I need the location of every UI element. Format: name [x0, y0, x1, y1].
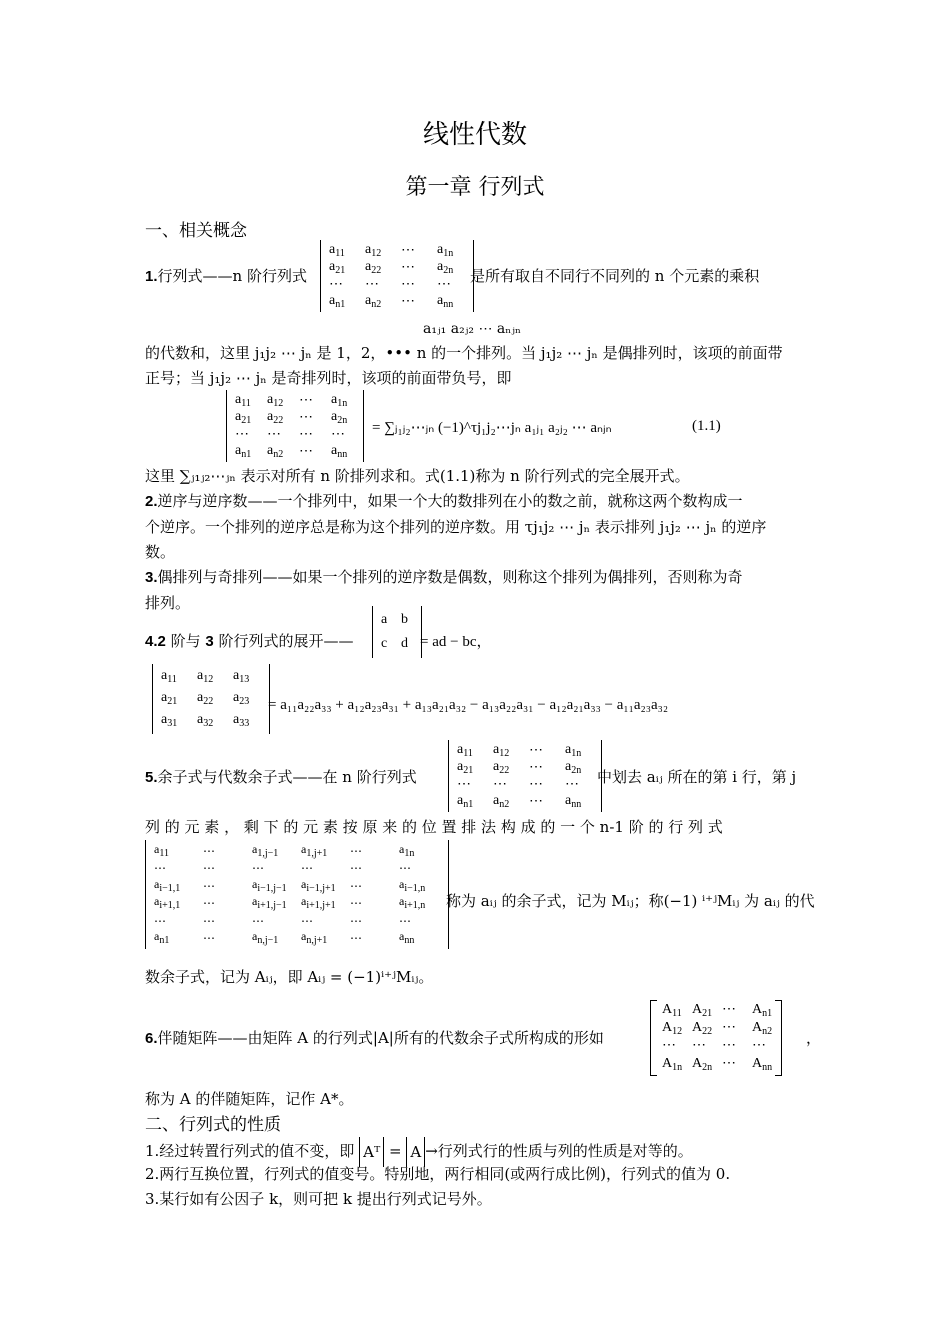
matrix-entry: ⋯	[752, 1038, 766, 1053]
matrix-entry: $a_{n2}$	[365, 292, 382, 310]
matrix-entry: $a_{n1}$	[154, 929, 170, 947]
item5-after-minor: 称为 aᵢⱼ 的余子式，记为 Mᵢⱼ；称(−1) ⁱ⁺ʲMᵢⱼ 为 aᵢⱼ 的代	[446, 892, 815, 910]
matrix-entry: $a_{21}$	[329, 258, 346, 276]
matrix-entry: ⋯	[267, 426, 281, 442]
matrix-entry: ⋯	[203, 843, 215, 858]
property-1-text: 1.经过转置行列式的值不变，即	[145, 1142, 355, 1160]
matrix-entry: ⋯	[350, 878, 362, 893]
item4-number: 4.2	[145, 633, 166, 650]
matrix-entry: ⋯	[203, 913, 215, 928]
matrix-entry: ⋯	[154, 861, 166, 876]
item5-lead	[145, 766, 417, 789]
matrix-entry: ⋯	[203, 931, 215, 946]
matrix-entry: $a_{n1}$	[457, 792, 474, 810]
matrix-entry: d	[401, 636, 408, 651]
matrix-entry: $a_{11}$	[161, 668, 177, 685]
matrix-entry: ⋯	[722, 1038, 736, 1053]
matrix-entry: ⋯	[299, 392, 313, 408]
matrix-entry: ⋯	[350, 861, 362, 876]
section-heading-2: 二、行列式的性质	[145, 1115, 281, 1135]
item1-number: 1.	[145, 268, 158, 285]
matrix-entry: $a_{i+1,j-1}$	[252, 894, 287, 912]
matrix-entry: ⋯	[350, 931, 362, 946]
item5-lead-text: 余子式与代数余子式——在 n 阶行列式	[157, 768, 417, 786]
matrix-entry: $a_{nn}$	[399, 929, 415, 947]
chapter-heading: 第一章 行列式	[405, 175, 545, 200]
matrix-entry: $A_{1n}$	[662, 1056, 683, 1073]
matrix-entry: $A_{22}$	[692, 1020, 713, 1037]
matrix-entry: $A_{n1}$	[752, 1002, 773, 1019]
full-expansion-formula: = ∑ⱼ₁ⱼ₂⋯ⱼₙ (−1)^τj₁j₂⋯jₙ a₁ⱼ₁ a₂ⱼ₂ ⋯ aₙⱼₙ	[372, 420, 612, 436]
matrix-entry: $a_{nn}$	[331, 442, 348, 460]
second-order-determinant	[372, 606, 422, 658]
matrix-entry: $a_{1,j+1}$	[301, 841, 328, 859]
matrix-entry: ⋯	[401, 276, 415, 292]
item5-determinant	[448, 740, 602, 812]
matrix-entry: ⋯	[301, 861, 313, 876]
matrix-entry: ⋯	[350, 913, 362, 928]
item2-number: 2.	[145, 493, 158, 510]
matrix-entry: ⋯	[252, 861, 264, 876]
expansion-determinant	[226, 390, 364, 462]
matrix-entry: $A_{nn}$	[752, 1056, 773, 1073]
matrix-entry: $a_{23}$	[233, 690, 250, 707]
matrix-entry: ⋯	[252, 913, 264, 928]
matrix-entry: $a_{11}$	[329, 241, 345, 259]
matrix-entry: $a_{21}$	[457, 758, 474, 776]
item2-line1-text: 逆序与逆序数——一个排列中，如果一个大的数排列在小的数之前，就称这两个数构成一	[157, 492, 743, 510]
matrix-entry: $a_{nn}$	[565, 792, 582, 810]
item6-lead	[145, 1027, 604, 1050]
matrix-entry: ⋯	[529, 776, 543, 792]
matrix-entry: ⋯	[331, 426, 345, 442]
item6-line2: 称为 A 的伴随矩阵，记作 A*。	[145, 1090, 354, 1108]
matrix-entry: ⋯	[692, 1038, 706, 1053]
matrix-entry: $a_{n,j-1}$	[252, 929, 279, 947]
matrix-entry: $a_{22}$	[197, 690, 214, 707]
matrix-entry: ⋯	[529, 793, 543, 809]
matrix-entry: ⋯	[722, 1056, 736, 1071]
matrix-entry: $a_{i-1,1}$	[154, 876, 181, 894]
item1-product: a₁ⱼ₁ a₂ⱼ₂ ⋯ aₙⱼₙ	[423, 321, 522, 337]
matrix-entry: $a_{2n}$	[331, 408, 348, 426]
item1-lead-text: 行列式——n 阶行列式	[157, 267, 307, 285]
matrix-entry: ⋯	[722, 1020, 736, 1035]
matrix-entry: $a_{i-1,n}$	[399, 876, 426, 894]
property-2: 2.两行互换位置，行列式的值变号。特别地，两行相同(或两行成比例)，行列式的值为 0.	[145, 1165, 731, 1183]
matrix-entry: $a_{12}$	[267, 391, 284, 409]
matrix-entry: ⋯	[350, 843, 362, 858]
matrix-entry: $a_{i-1,j-1}$	[252, 876, 287, 894]
matrix-entry: ⋯	[203, 861, 215, 876]
item4-lead-text2: 阶行列式的展开——	[213, 632, 354, 650]
matrix-entry: $a_{22}$	[267, 408, 284, 426]
matrix-entry: ⋯	[529, 759, 543, 775]
matrix-entry: ⋯	[493, 776, 507, 792]
item6-number: 6.	[145, 1030, 158, 1047]
det-A-transpose: Aᵀ	[359, 1137, 384, 1167]
matrix-entry: $a_{33}$	[233, 712, 250, 729]
nth-order-determinant	[320, 240, 474, 312]
matrix-entry: ⋯	[565, 776, 579, 792]
matrix-entry: $a_{1n}$	[331, 391, 348, 409]
item3-number: 3.	[145, 569, 158, 586]
section-heading-1: 一、相关概念	[145, 221, 247, 241]
item1-line4: 这里 ∑ⱼ₁ⱼ₂⋯ⱼₙ 表示对所有 n 阶排列求和。式(1.1)称为 n 阶行列式的完全展开式。	[145, 467, 690, 485]
matrix-entry: ⋯	[299, 426, 313, 442]
matrix-entry: $a_{i-1,j+1}$	[301, 876, 336, 894]
page-title: 线性代数	[422, 120, 527, 150]
matrix-entry: $a_{21}$	[161, 690, 178, 707]
equals-sign: =	[389, 1142, 402, 1160]
matrix-entry: ⋯	[299, 409, 313, 425]
matrix-entry: b	[401, 612, 408, 627]
matrix-entry: $a_{2n}$	[437, 258, 454, 276]
third-order-determinant	[152, 664, 270, 734]
third-order-expansion: = a₁₁a₂₂a₃₃ + a₁₂a₂₃a₃₁ + a₁₃a₂₁a₃₂ − a₁₃a₂₂a₃₁ − a₁₂a₂₁a₃₃ − a₁₁a₂₃a₃₂	[268, 697, 669, 713]
matrix-entry: $a_{i+1,j+1}$	[301, 894, 336, 912]
matrix-entry: $a_{12}$	[365, 241, 382, 259]
matrix-entry: ⋯	[301, 913, 313, 928]
item2-line3: 数。	[145, 543, 176, 561]
matrix-entry: $a_{n1}$	[329, 292, 346, 310]
matrix-entry: $a_{11}$	[457, 741, 473, 759]
matrix-entry: ⋯	[662, 1038, 676, 1053]
matrix-entry: a	[381, 612, 388, 627]
matrix-entry: $a_{13}$	[233, 668, 250, 685]
matrix-entry: $a_{i+1,1}$	[154, 894, 181, 912]
item4-lead-text: 阶与	[165, 632, 206, 650]
property-1-text-b: →行列式行的性质与列的性质是对等的。	[425, 1142, 693, 1160]
matrix-entry: $a_{1n}$	[399, 841, 415, 859]
matrix-entry: $A_{12}$	[662, 1020, 683, 1037]
property-3: 3.某行如有公因子 k，则可把 k 提出行列式记号外。	[145, 1190, 492, 1208]
matrix-entry: ⋯	[235, 426, 249, 442]
item5-line2: 列 的 元 素 ， 剩 下 的 元 素 按 原 来 的 位 置 排 法 构 成 的 一 个 n-1 阶 的 行 列 式	[145, 818, 723, 836]
equation-number: (1.1)	[692, 418, 721, 434]
item1-after-det: 是所有取自不同行不同列的 n 个元素的乘积	[470, 267, 760, 285]
matrix-entry: $A_{11}$	[662, 1002, 682, 1019]
matrix-entry: $a_{32}$	[197, 712, 214, 729]
matrix-entry: $A_{n2}$	[752, 1020, 773, 1037]
item5-line4: 数余子式，记为 Aᵢⱼ，即 Aᵢⱼ = (−1)ⁱ⁺ʲMᵢⱼ。	[145, 968, 434, 986]
matrix-entry: ⋯	[437, 276, 451, 292]
matrix-entry: $a_{2n}$	[565, 758, 582, 776]
item5-after-det: 中划去 aᵢⱼ 所在的第 i 行，第 j	[597, 768, 797, 786]
minor-determinant	[145, 840, 449, 949]
matrix-entry: $a_{22}$	[493, 758, 510, 776]
matrix-entry: ⋯	[365, 276, 379, 292]
matrix-entry: $a_{1n}$	[565, 741, 582, 759]
matrix-entry: $a_{11}$	[154, 841, 169, 859]
item2-line2: 个逆序。一个排列的逆序总是称为这个排列的逆序数。用 τj₁j₂ ⋯ jₙ 表示排列 j₁j₂ ⋯ jₙ 的逆序	[145, 518, 767, 536]
item3-line1	[145, 566, 743, 589]
matrix-entry: $a_{1,j-1}$	[252, 841, 279, 859]
matrix-entry: ⋯	[329, 276, 343, 292]
item5-number: 5.	[145, 769, 158, 786]
matrix-entry: ⋯	[401, 259, 415, 275]
matrix-entry: ⋯	[457, 776, 471, 792]
matrix-entry: $a_{i+1,n}$	[399, 894, 426, 912]
item3-line2: 排列。	[145, 594, 191, 612]
matrix-entry: $a_{12}$	[493, 741, 510, 759]
matrix-entry: ⋯	[401, 293, 415, 309]
matrix-entry: ⋯	[722, 1002, 736, 1017]
matrix-entry: $A_{21}$	[692, 1002, 713, 1019]
matrix-entry: ⋯	[529, 742, 543, 758]
matrix-entry: ⋯	[299, 443, 313, 459]
matrix-entry: $a_{1n}$	[437, 241, 454, 259]
item6-lead-text: 伴随矩阵——由矩阵 A 的行列式|A|所有的代数余子式所构成的形如	[157, 1029, 604, 1047]
item4-lead	[145, 630, 354, 653]
matrix-entry: $a_{nn}$	[437, 292, 454, 310]
item1-line3: 正号；当 j₁j₂ ⋯ jₙ 是奇排列时，该项的前面带负号，即	[145, 369, 512, 387]
matrix-entry: ⋯	[154, 913, 166, 928]
item3-line1-text: 偶排列与奇排列——如果一个排列的逆序数是偶数，则称这个排列为偶排列，否则称为奇	[157, 568, 743, 586]
matrix-entry: ⋯	[401, 242, 415, 258]
item1-lead	[145, 265, 307, 288]
second-order-result: = ad − bc，	[420, 634, 492, 650]
matrix-entry: $a_{n,j+1}$	[301, 929, 328, 947]
matrix-entry: $a_{21}$	[235, 408, 252, 426]
item1-line2: 的代数和，这里 j₁j₂ ⋯ jₙ 是 1，2，••• n 的一个排列。当 j₁j₂ ⋯ jₙ 是偶排列时，该项的前面带	[145, 344, 783, 362]
matrix-entry: ⋯	[203, 896, 215, 911]
matrix-entry: ⋯	[350, 896, 362, 911]
item4-number3: 3	[205, 633, 214, 650]
matrix-entry: ⋯	[399, 861, 411, 876]
matrix-entry: ⋯	[203, 878, 215, 893]
matrix-entry: $a_{12}$	[197, 668, 214, 685]
matrix-entry: ⋯	[399, 913, 411, 928]
matrix-entry: $a_{n2}$	[267, 442, 284, 460]
matrix-entry: c	[381, 636, 388, 651]
matrix-entry: $a_{22}$	[365, 258, 382, 276]
matrix-entry: $a_{11}$	[235, 391, 251, 409]
adjugate-matrix	[650, 1000, 782, 1076]
item6-comma: ，	[806, 1029, 822, 1047]
item2-line1	[145, 490, 743, 513]
matrix-entry: $A_{2n}$	[692, 1056, 713, 1073]
matrix-entry: $a_{n1}$	[235, 442, 252, 460]
matrix-entry: $a_{31}$	[161, 712, 178, 729]
det-A: A	[406, 1137, 425, 1167]
matrix-entry: $a_{n2}$	[493, 792, 510, 810]
